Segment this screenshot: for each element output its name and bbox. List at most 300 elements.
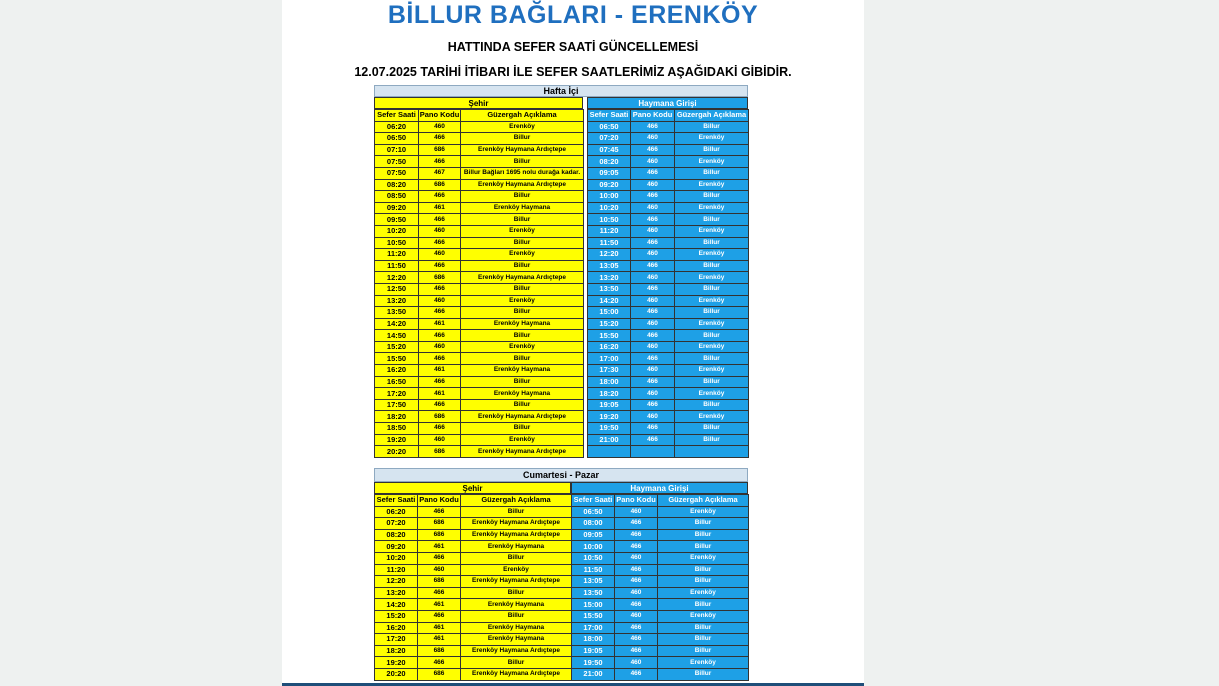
departure-time: 12:20 [375, 272, 419, 284]
table-row [375, 330, 584, 342]
table-row [375, 144, 584, 156]
departure-time: 07:50 [375, 167, 419, 179]
route-code: 460 [631, 295, 675, 307]
departure-time: 10:20 [375, 225, 419, 237]
table-row [375, 576, 572, 588]
departure-time: 19:20 [375, 657, 418, 669]
table-row [375, 272, 584, 284]
departure-time: 15:50 [572, 610, 615, 622]
route-description: Erenköy [675, 179, 749, 191]
departure-time: 15:20 [588, 318, 631, 330]
departure-time: 10:20 [375, 552, 418, 564]
route-description: Billur [461, 191, 584, 203]
route-code: 686 [418, 576, 461, 588]
departure-time: 15:20 [375, 341, 419, 353]
route-description: Erenköy [675, 318, 749, 330]
departure-time: 13:20 [588, 272, 631, 284]
route-description: Billur [675, 399, 749, 411]
table-row [572, 552, 749, 564]
table-row [375, 564, 572, 576]
route-description: Billur [658, 576, 749, 588]
route-code: 686 [419, 411, 461, 423]
departure-time: 11:20 [375, 564, 418, 576]
departure-time: 13:05 [572, 576, 615, 588]
route-code: 466 [419, 191, 461, 203]
table-row [588, 214, 749, 226]
route-code: 460 [419, 249, 461, 261]
table-row [572, 668, 749, 680]
departure-time: 16:50 [375, 376, 419, 388]
route-code: 466 [418, 506, 461, 518]
route-code: 461 [419, 388, 461, 400]
table-row [588, 423, 749, 435]
route-code: 466 [631, 423, 675, 435]
table-row [588, 225, 749, 237]
route-description: Erenköy Haymana [461, 622, 572, 634]
departure-time: 14:20 [375, 599, 418, 611]
route-code: 466 [631, 376, 675, 388]
table-row [572, 645, 749, 657]
departure-time: 12:20 [375, 576, 418, 588]
table-row [375, 668, 572, 680]
weekend-section-header: Cumartesi - Pazar [374, 468, 748, 482]
route-description: Billur [675, 144, 749, 156]
table-row [588, 133, 749, 145]
route-description: Erenköy [675, 225, 749, 237]
route-code: 460 [615, 587, 658, 599]
table-row [375, 318, 584, 330]
column-header: Pano Kodu [419, 495, 459, 505]
route-code: 466 [615, 622, 658, 634]
route-code: 460 [631, 341, 675, 353]
route-description: Erenköy [658, 552, 749, 564]
table-row [375, 179, 584, 191]
weekday-sehir-table [374, 109, 584, 458]
route-code: 466 [419, 353, 461, 365]
route-description: Erenköy [461, 434, 584, 446]
departure-time: 06:20 [375, 121, 419, 133]
table-row [375, 423, 584, 435]
route-code: 466 [419, 237, 461, 249]
departure-time: 16:20 [375, 365, 419, 377]
route-code: 461 [419, 202, 461, 214]
route-description: Billur [658, 518, 749, 530]
table-row [375, 411, 584, 423]
table-row [588, 411, 749, 423]
table-row [588, 167, 749, 179]
route-code: 460 [631, 225, 675, 237]
departure-time: 13:50 [375, 307, 419, 319]
route-description: Billur [461, 330, 584, 342]
table-row [588, 399, 749, 411]
departure-time: 19:20 [588, 411, 631, 423]
departure-time: 10:20 [588, 202, 631, 214]
route-code: 460 [419, 341, 461, 353]
route-description: Billur [658, 529, 749, 541]
table-row [375, 599, 572, 611]
route-code: 460 [615, 610, 658, 622]
route-description: Erenköy [675, 133, 749, 145]
route-code: 466 [419, 376, 461, 388]
table-row [588, 353, 749, 365]
table-row [588, 307, 749, 319]
departure-time: 19:50 [588, 423, 631, 435]
route-description: Erenköy [658, 587, 749, 599]
departure-time: 06:50 [572, 506, 615, 518]
table-row [588, 341, 749, 353]
table-row [375, 283, 584, 295]
table-header-row [375, 495, 572, 507]
table-row [588, 272, 749, 284]
route-description: Erenköy [675, 249, 749, 261]
route-description: Billur [461, 260, 584, 272]
weekend-haymana-header: Haymana Girişi [571, 482, 748, 494]
departure-time: 14:20 [375, 318, 419, 330]
table-row [588, 283, 749, 295]
departure-time: 15:20 [375, 610, 418, 622]
route-code: 466 [631, 260, 675, 272]
route-description: Erenköy [658, 610, 749, 622]
table-row [375, 260, 584, 272]
departure-time: 18:20 [588, 388, 631, 400]
table-row [375, 506, 572, 518]
table-row [572, 587, 749, 599]
route-description: Billur [658, 622, 749, 634]
table-row [588, 121, 749, 133]
page-subtitle: HATTINDA SEFER SAATİ GÜNCELLEMESİ [447, 40, 699, 54]
departure-time: 07:45 [588, 144, 631, 156]
route-description: Billur [461, 283, 584, 295]
departure-time: 15:50 [375, 353, 419, 365]
table-row [572, 622, 749, 634]
page-title: BİLLUR BAĞLARI - ERENKÖY [387, 1, 759, 29]
departure-time: 18:20 [375, 645, 418, 657]
route-code: 466 [419, 133, 461, 145]
table-row [572, 518, 749, 530]
route-code: 460 [631, 156, 675, 168]
weekday-sehir-header: Şehir [374, 97, 583, 109]
table-row [588, 434, 749, 446]
table-row [375, 541, 572, 553]
route-description: Erenköy [461, 341, 584, 353]
column-header: Güzergah Açıklama [461, 110, 584, 122]
route-description: Billur [675, 423, 749, 435]
weekday-haymana-header: Haymana Girişi [587, 97, 748, 109]
column-header: Sefer Saati [588, 110, 631, 122]
column-header: Sefer Saati [572, 495, 615, 507]
table-row [588, 388, 749, 400]
departure-time: 17:30 [588, 365, 631, 377]
route-code: 466 [631, 307, 675, 319]
departure-time: 19:05 [572, 645, 615, 657]
route-code: 686 [418, 668, 461, 680]
route-description: Billur [461, 506, 572, 518]
departure-time: 17:20 [375, 388, 419, 400]
route-description: Erenköy Haymana Ardıçtepe [461, 272, 584, 284]
route-description: Erenköy [461, 225, 584, 237]
table-row [375, 156, 584, 168]
route-code: 461 [419, 365, 461, 377]
departure-time: 19:05 [588, 399, 631, 411]
route-code: 466 [615, 599, 658, 611]
table-row [375, 587, 572, 599]
departure-time: 15:00 [572, 599, 615, 611]
route-description: Erenköy [675, 411, 749, 423]
route-description: Billur [675, 376, 749, 388]
route-code: 460 [631, 272, 675, 284]
departure-time: 13:20 [375, 295, 419, 307]
table-row [588, 237, 749, 249]
route-description: Erenköy [658, 657, 749, 669]
route-code: 466 [631, 167, 675, 179]
column-header: Sefer Saati [375, 495, 418, 507]
table-row [588, 249, 749, 261]
schedule-document [282, 0, 864, 686]
route-code: 466 [615, 518, 658, 530]
weekend-sehir-header: Şehir [374, 482, 571, 494]
route-description [675, 446, 749, 458]
column-header: Sefer Saati [375, 110, 419, 122]
route-description: Billur [461, 237, 584, 249]
column-header: Güzergah Açıklama [461, 495, 572, 507]
route-code: 686 [419, 144, 461, 156]
table-row [375, 133, 584, 145]
table-row [572, 541, 749, 553]
table-row [375, 622, 572, 634]
route-description: Erenköy [675, 341, 749, 353]
route-description: Billur [461, 552, 572, 564]
background-left [0, 0, 282, 686]
route-code: 686 [419, 179, 461, 191]
departure-time: 16:20 [588, 341, 631, 353]
table-row [375, 121, 584, 133]
route-code: 466 [631, 434, 675, 446]
route-description: Billur [675, 214, 749, 226]
departure-time: 09:20 [375, 541, 418, 553]
departure-time: 06:20 [375, 506, 418, 518]
route-code: 686 [419, 272, 461, 284]
route-code: 466 [631, 214, 675, 226]
table-row [375, 518, 572, 530]
departure-time: 07:20 [588, 133, 631, 145]
table-row [375, 202, 584, 214]
departure-time: 10:50 [375, 237, 419, 249]
table-row [572, 564, 749, 576]
departure-time: 19:20 [375, 434, 419, 446]
route-code: 466 [419, 283, 461, 295]
table-row [375, 341, 584, 353]
route-code: 466 [418, 552, 461, 564]
route-code: 466 [418, 587, 461, 599]
route-description: Erenköy [461, 249, 584, 261]
table-row [375, 307, 584, 319]
route-code: 686 [419, 446, 461, 458]
route-description: Erenköy [658, 506, 749, 518]
departure-time: 07:10 [375, 144, 419, 156]
departure-time: 11:50 [588, 237, 631, 249]
route-code: 686 [418, 518, 461, 530]
departure-time: 09:50 [375, 214, 419, 226]
route-description: Billur [675, 260, 749, 272]
table-row [375, 353, 584, 365]
table-row [588, 179, 749, 191]
departure-time: 08:20 [375, 529, 418, 541]
route-description: Erenköy Haymana Ardıçtepe [461, 446, 584, 458]
route-description: Erenköy Haymana Ardıçtepe [461, 576, 572, 588]
table-row [375, 552, 572, 564]
route-code: 466 [631, 121, 675, 133]
route-code: 461 [418, 622, 461, 634]
route-description: Billur [658, 634, 749, 646]
route-code: 460 [631, 179, 675, 191]
route-code: 460 [419, 225, 461, 237]
route-code: 460 [631, 202, 675, 214]
departure-time: 08:00 [572, 518, 615, 530]
route-description: Erenköy Haymana [461, 541, 572, 553]
departure-time: 15:00 [588, 307, 631, 319]
route-code: 461 [418, 634, 461, 646]
route-code: 466 [631, 399, 675, 411]
route-description: Erenköy Haymana [461, 318, 584, 330]
departure-time: 12:20 [588, 249, 631, 261]
departure-time: 20:20 [375, 668, 418, 680]
departure-time: 09:20 [588, 179, 631, 191]
table-row [375, 249, 584, 261]
departure-time: 08:20 [375, 179, 419, 191]
table-row [375, 657, 572, 669]
route-code: 466 [631, 353, 675, 365]
route-code: 460 [419, 434, 461, 446]
route-code: 466 [615, 529, 658, 541]
departure-time: 11:20 [588, 225, 631, 237]
route-code: 466 [419, 330, 461, 342]
table-header-row [375, 110, 584, 122]
route-description: Billur [461, 156, 584, 168]
route-code: 466 [631, 191, 675, 203]
departure-time: 15:50 [588, 330, 631, 342]
route-description: Billur [461, 657, 572, 669]
route-code: 466 [615, 576, 658, 588]
table-row [588, 376, 749, 388]
route-description: Erenköy Haymana Ardıçtepe [461, 411, 584, 423]
route-description: Erenköy Haymana Ardıçtepe [461, 645, 572, 657]
route-description: Billur [675, 191, 749, 203]
table-row [588, 260, 749, 272]
route-description: Billur [461, 587, 572, 599]
route-description: Billur [461, 376, 584, 388]
route-description: Erenköy [675, 365, 749, 377]
route-description: Billur [675, 353, 749, 365]
table-row [375, 191, 584, 203]
table-row [572, 529, 749, 541]
route-description: Billur [658, 564, 749, 576]
table-row [375, 225, 584, 237]
route-code: 461 [419, 318, 461, 330]
route-code: 466 [615, 541, 658, 553]
route-code: 460 [419, 295, 461, 307]
table-header-row [572, 495, 749, 507]
route-description: Erenköy [461, 121, 584, 133]
departure-time: 13:50 [572, 587, 615, 599]
route-code: 466 [631, 144, 675, 156]
route-code: 460 [631, 249, 675, 261]
route-description: Billur [658, 645, 749, 657]
route-code: 460 [615, 552, 658, 564]
table-row [375, 399, 584, 411]
table-row [588, 318, 749, 330]
departure-time: 09:05 [572, 529, 615, 541]
route-code: 466 [615, 645, 658, 657]
departure-time: 10:00 [572, 541, 615, 553]
route-description: Erenköy Haymana Ardıçtepe [461, 668, 572, 680]
departure-time: 10:00 [588, 191, 631, 203]
route-code: 466 [419, 260, 461, 272]
column-header: Pano Kodu [616, 495, 656, 505]
route-description: Billur [461, 610, 572, 622]
table-row [572, 610, 749, 622]
table-row [375, 529, 572, 541]
table-row [572, 657, 749, 669]
column-header: Güzergah Açıklama [658, 495, 749, 507]
route-description: Erenköy Haymana Ardıçtepe [461, 518, 572, 530]
table-row [375, 388, 584, 400]
column-header: Güzergah Açıklama [675, 110, 749, 122]
route-description: Erenköy Haymana [461, 599, 572, 611]
route-code: 686 [418, 529, 461, 541]
route-description: Billur [461, 423, 584, 435]
departure-time: 11:50 [375, 260, 419, 272]
departure-time: 13:20 [375, 587, 418, 599]
route-code: 466 [615, 564, 658, 576]
route-code: 467 [419, 167, 461, 179]
table-row [572, 576, 749, 588]
departure-time: 12:50 [375, 283, 419, 295]
departure-time: 14:50 [375, 330, 419, 342]
departure-time: 17:50 [375, 399, 419, 411]
table-row [588, 202, 749, 214]
route-description: Billur [658, 599, 749, 611]
route-description: Billur [461, 214, 584, 226]
departure-time: 18:50 [375, 423, 419, 435]
departure-time: 17:20 [375, 634, 418, 646]
route-code: 460 [615, 506, 658, 518]
weekend-sehir-table [374, 494, 572, 681]
table-row [588, 365, 749, 377]
route-description: Billur [658, 541, 749, 553]
route-description: Billur [675, 121, 749, 133]
departure-time: 18:20 [375, 411, 419, 423]
weekday-section-header: Hafta İçi [374, 85, 748, 97]
route-description: Erenköy Haymana [461, 365, 584, 377]
table-row [375, 365, 584, 377]
departure-time: 06:50 [588, 121, 631, 133]
route-description: Erenköy [675, 202, 749, 214]
table-row [572, 599, 749, 611]
route-code: 461 [418, 541, 461, 553]
table-row [375, 376, 584, 388]
departure-time: 14:20 [588, 295, 631, 307]
route-description: Billur [675, 237, 749, 249]
table-row [588, 330, 749, 342]
route-description: Erenköy Haymana [461, 388, 584, 400]
column-header: Pano Kodu [419, 110, 460, 120]
table-row [375, 434, 584, 446]
route-description: Billur Bağları 1695 nolu durağa kadar. [461, 167, 584, 179]
departure-time: 19:50 [572, 657, 615, 669]
departure-time: 09:20 [375, 202, 419, 214]
weekday-haymana-table [587, 109, 749, 458]
departure-time: 08:20 [588, 156, 631, 168]
